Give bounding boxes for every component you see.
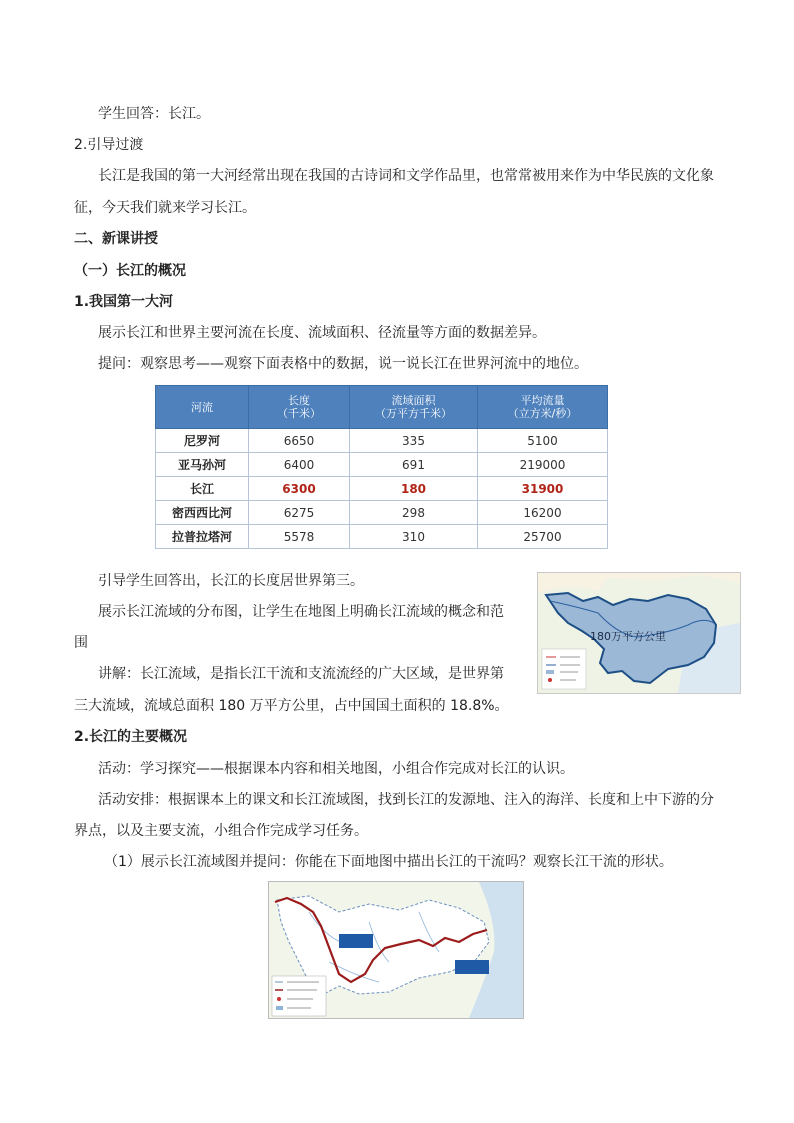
table-row: 亚马孙河 6400 691 219000 [156,453,608,477]
header-length: 长度 （千米） [249,386,350,429]
table-row: 拉普拉塔河 5578 310 25700 [156,525,608,549]
basin-map-graphic [538,573,740,693]
header-flow: 平均流量 （立方米/秒） [478,386,608,429]
basin-area-label: 180万平方公里 [590,630,666,643]
question-1-text: （1）展示长江流域图并提问：你能在下面地图中描出长江的干流吗？观察长江干流的形状。 [104,854,673,870]
basin-map-text-line1: 展示长江流域的分布图，让学生在地图上明确长江流域的概念和范 [98,604,504,620]
heading-new-lesson: 二、新课讲授 [74,231,158,247]
yangtze-basin-map [537,572,741,694]
activity-arrangement-line2: 界点，以及主要支流，小组合作完成学习任务。 [74,823,368,839]
section-transition: 2.引导过渡 [74,137,144,153]
table-row: 密西西比河 6275 298 16200 [156,501,608,525]
explain-text-line2: 三大流域，流域总面积 180 万平方公里，占中国国土面积的 18.8%。 [74,698,509,714]
activity-arrangement-line1: 活动安排：根据课本上的课文和长江流域图，找到长江的发源地、注入的海洋、长度和上中下游的分 [98,792,714,808]
heading-overview: （一）长江的概况 [74,263,186,279]
river-data-table [155,385,608,549]
heading-main-overview: 2.长江的主要概况 [74,729,188,745]
yangtze-mainstream-map [268,881,524,1019]
heading-largest-river: 1.我国第一大河 [74,294,174,310]
intro-text-line2: 征，今天我们就来学习长江。 [74,200,256,216]
answer-guide: 引导学生回答出，长江的长度居世界第三。 [98,573,364,589]
show-data-text: 展示长江和世界主要河流在长度、流域面积、径流量等方面的数据差异。 [98,325,546,341]
header-area: 流域面积 （万平方千米） [350,386,478,429]
map-legend-box [542,649,586,689]
map-label-box-2 [455,960,489,974]
mainstream-map-graphic [269,882,523,1018]
intro-text-line1: 长江是我国的第一大河经常出现在我国的古诗词和文学作品里，也常常被用来作为中华民族的文化象 [98,168,714,184]
question-text: 提问：观察思考——观察下面表格中的数据，说一说长江在世界河流中的地位。 [98,356,588,372]
activity-text: 活动：学习探究——根据课本内容和相关地图，小组合作完成对长江的认识。 [98,761,574,777]
explain-text-line1: 讲解：长江流域，是指长江干流和支流流经的广大区域，是世界第 [98,666,504,682]
table-row: 尼罗河 6650 335 5100 [156,429,608,453]
table-row-highlighted: 长江 6300 180 31900 [156,477,608,501]
table-header-row [156,386,608,429]
basin-map-text-line2: 围 [74,635,88,651]
header-river: 河流 [156,386,249,429]
map-label-box-1 [339,934,373,948]
student-answer: 学生回答：长江。 [98,106,210,122]
